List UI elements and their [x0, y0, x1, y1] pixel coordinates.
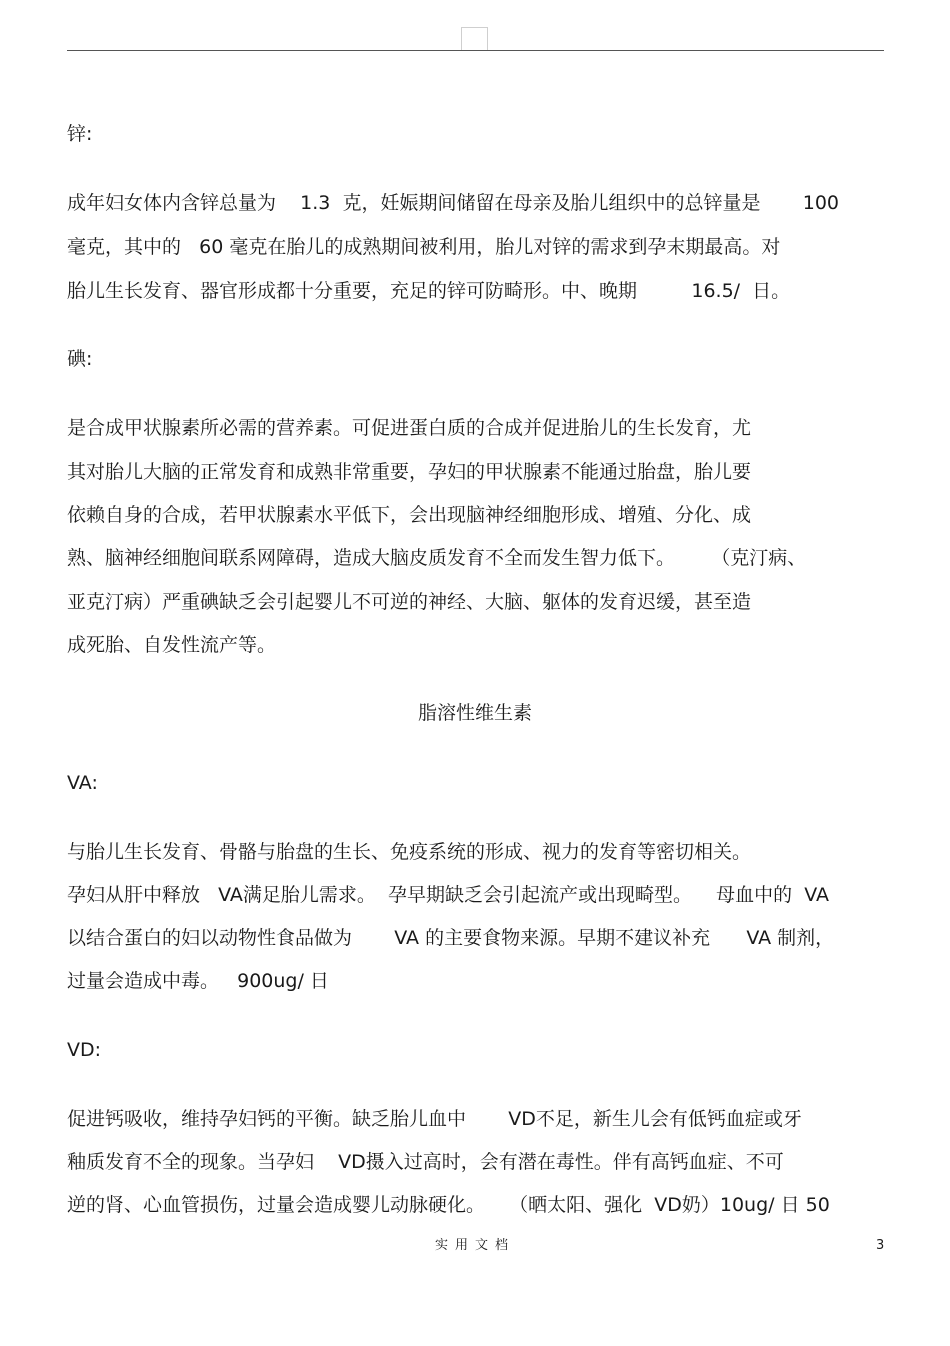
paragraph-line: 依赖自身的合成，若甲状腺素水平低下，会出现脑神经细胞形成、增殖、分化、成: [67, 504, 752, 526]
paragraph-line: 其对胎儿大脑的正常发育和成熟非常重要，孕妇的甲状腺素不能通过胎盘，胎儿要: [67, 461, 752, 483]
paragraph-line: 孕妇从肝中释放 VA满足胎儿需求。 孕早期缺乏会引起流产或出现畸型。 母血中的 VA: [67, 884, 829, 906]
paragraph-line: 过量会造成中毒。 900ug/ 日: [67, 970, 329, 992]
page-number: 3: [876, 1238, 885, 1253]
paragraph-line: 成死胎、自发性流产等。: [67, 634, 277, 656]
paragraph-line: 胎儿生长发育、器官形成都十分重要，充足的锌可防畸形。中、晚期 16.5/ 日。: [67, 280, 791, 302]
heading-zinc: 锌:: [67, 123, 93, 145]
paragraph-line: 促进钙吸收，维持孕妇钙的平衡。缺乏胎儿血中 VD不足，新生儿会有低钙血症或牙: [67, 1108, 802, 1130]
footer-text: 实用文档: [434, 1238, 515, 1253]
paragraph-line: 是合成甲状腺素所必需的营养素。可促进蛋白质的合成并促进胎儿的生长发育，尤: [67, 417, 752, 439]
paragraph-line: 釉质发育不全的现象。当孕妇 VD摄入过高时，会有潜在毒性。伴有高钙血症、不可: [67, 1151, 784, 1173]
heading-va: VA:: [67, 772, 98, 794]
paragraph-line: 与胎儿生长发育、骨骼与胎盘的生长、免疫系统的形成、视力的发育等密切相关。: [67, 841, 752, 863]
paragraph-line: 亚克汀病）严重碘缺乏会引起婴儿不可逆的神经、大脑、躯体的发育迟缓，甚至造: [67, 591, 752, 613]
paragraph-line: 以结合蛋白的妇以动物性食品做为 VA 的主要食物来源。早期不建议补充 VA 制剂，: [67, 927, 835, 949]
paragraph-line: 毫克，其中的 60 毫克在胎儿的成熟期间被利用，胎儿对锌的需求到孕末期最高。对: [67, 236, 781, 258]
paragraph-line: 熟、脑神经细胞间联系网障碍，造成大脑皮质发育不全而发生智力低下。 （克汀病、: [67, 547, 807, 569]
paragraph-line: 逆的肾、心血管损伤，过量会造成婴儿动脉硬化。 （晒太阳、强化 VD奶）10ug/ 日 50: [67, 1194, 830, 1216]
header-rule: [67, 50, 884, 51]
header-tab-box: [461, 27, 488, 50]
paragraph-line: 成年妇女体内含锌总量为 1.3 克，妊娠期间储留在母亲及胎儿组织中的总锌量是 100: [67, 192, 839, 214]
section-title: 脂溶性维生素: [417, 702, 532, 724]
heading-vd: VD:: [67, 1039, 102, 1061]
heading-iodine: 碘:: [67, 348, 93, 370]
